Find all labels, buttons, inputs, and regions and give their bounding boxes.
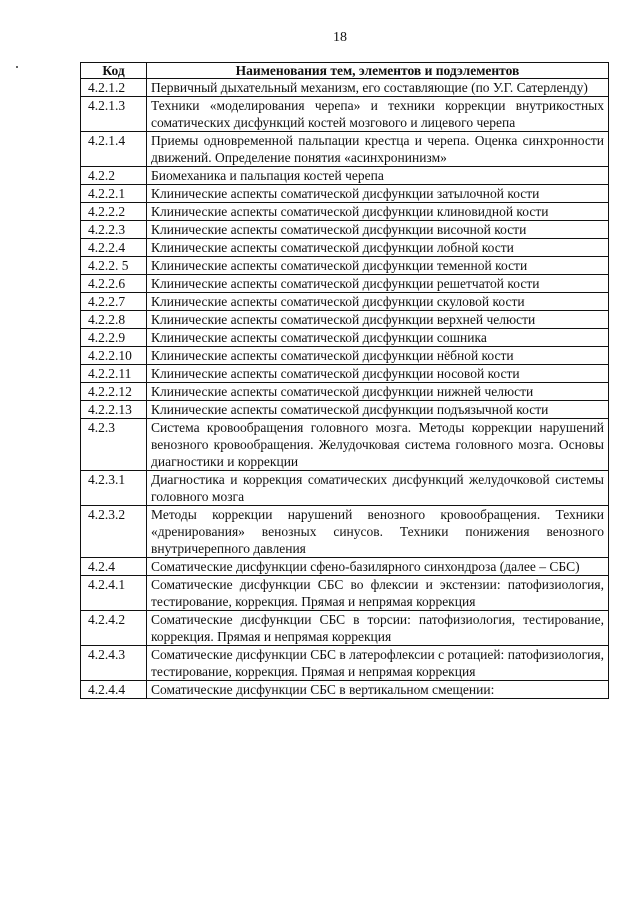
row-code: 4.2.4 [81,558,147,576]
table-row [81,401,609,419]
row-name: Клинические аспекты соматической дисфункции подъязычной кости [147,401,609,419]
table-row [81,576,609,611]
row-name: Приемы одновременной пальпации крестца и черепа. Оценка синхронности движений. Определение понятия «асинхронинизм» [147,132,609,167]
table-row [81,558,609,576]
row-name: Клинические аспекты соматической дисфункции скуловой кости [147,293,609,311]
table-row [81,383,609,401]
row-name: Клинические аспекты соматической дисфункции затылочной кости [147,185,609,203]
header-code: Код [81,63,147,79]
header-name: Наименования тем, элементов и подэлементов [147,63,609,79]
row-code: 4.2.4.1 [81,576,147,611]
row-name: Клинические аспекты соматической дисфункции носовой кости [147,365,609,383]
table-row [81,257,609,275]
row-code: 4.2.2.12 [81,383,147,401]
table-row [81,221,609,239]
row-name: Клинические аспекты соматической дисфункции височной кости [147,221,609,239]
table-row [81,646,609,681]
row-name: Методы коррекции нарушений венозного кровообращения. Техники «дренирования» венозных синусов. Техники понижения венозного внутричерепного давления [147,506,609,558]
row-code: 4.2.3.1 [81,471,147,506]
row-name: Клинические аспекты соматической дисфункции клиновидной кости [147,203,609,221]
row-code: 4.2.1.3 [81,97,147,132]
row-code: 4.2.2.2 [81,203,147,221]
row-code: 4.2.2 [81,167,147,185]
row-name: Клинические аспекты соматической дисфункции сошника [147,329,609,347]
row-name: Соматические дисфункции сфено-базилярного синхондроза (далее – СБС) [147,558,609,576]
table-row [81,329,609,347]
row-name: Соматические дисфункции СБС в вертикальном смещении: [147,681,609,699]
row-name: Соматические дисфункции СБС в латерофлексии с ротацией: патофизиология, тестирование, коррекция. Прямая и непрямая коррекция [147,646,609,681]
table-row [81,611,609,646]
row-code: 4.2.1.4 [81,132,147,167]
row-name: Клинические аспекты соматической дисфункции теменной кости [147,257,609,275]
row-name: Клинические аспекты соматической дисфункции верхней челюсти [147,311,609,329]
curriculum-table [80,62,609,699]
row-name: Первичный дыхательный механизм, его составляющие (по У.Г. Сатерленду) [147,79,609,97]
row-name: Соматические дисфункции СБС во флексии и экстензии: патофизиология, тестирование, коррекция. Прямая и непрямая коррекция [147,576,609,611]
table-header-row [81,63,609,79]
row-name: Система кровообращения головного мозга. Методы коррекции нарушений венозного кровообращения. Желудочковая система головного мозга. Основы диагностики и коррекции [147,419,609,471]
table-row [81,203,609,221]
row-code: 4.2.4.4 [81,681,147,699]
row-name: Техники «моделирования черепа» и техники коррекции внутрикостных соматических дисфункций костей мозгового и лицевого черепа [147,97,609,132]
table-row [81,97,609,132]
table-row [81,347,609,365]
row-name: Клинические аспекты соматической дисфункции нижней челюсти [147,383,609,401]
table-row [81,471,609,506]
row-code: 4.2.2. 5 [81,257,147,275]
row-code: 4.2.3.2 [81,506,147,558]
table-row [81,365,609,383]
row-code: 4.2.2.1 [81,185,147,203]
row-name: Клинические аспекты соматической дисфункции решетчатой кости [147,275,609,293]
table-row [81,506,609,558]
table-row [81,311,609,329]
row-code: 4.2.2.8 [81,311,147,329]
row-name: Клинические аспекты соматической дисфункции лобной кости [147,239,609,257]
table-body [81,79,609,699]
table-row [81,293,609,311]
row-code: 4.2.2.10 [81,347,147,365]
table-row [81,681,609,699]
table-row [81,167,609,185]
table-row [81,275,609,293]
table-row [81,132,609,167]
row-name: Клинические аспекты соматической дисфункции нёбной кости [147,347,609,365]
row-code: 4.2.2.3 [81,221,147,239]
page-number: 18 [333,30,347,45]
row-code: 4.2.4.3 [81,646,147,681]
table-row [81,239,609,257]
row-code: 4.2.2.13 [81,401,147,419]
table-row [81,185,609,203]
table-row [81,419,609,471]
row-name: Диагностика и коррекция соматических дисфункций желудочковой системы головного мозга [147,471,609,506]
row-code: 4.2.1.2 [81,79,147,97]
row-code: 4.2.3 [81,419,147,471]
row-code: 4.2.4.2 [81,611,147,646]
row-code: 4.2.2.11 [81,365,147,383]
row-name: Соматические дисфункции СБС в торсии: патофизиология, тестирование, коррекция. Прямая и непрямая коррекция [147,611,609,646]
row-code: 4.2.2.4 [81,239,147,257]
row-code: 4.2.2.9 [81,329,147,347]
row-code: 4.2.2.7 [81,293,147,311]
scan-speck [16,66,18,68]
row-name: Биомеханика и пальпация костей черепа [147,167,609,185]
row-code: 4.2.2.6 [81,275,147,293]
table-row [81,79,609,97]
